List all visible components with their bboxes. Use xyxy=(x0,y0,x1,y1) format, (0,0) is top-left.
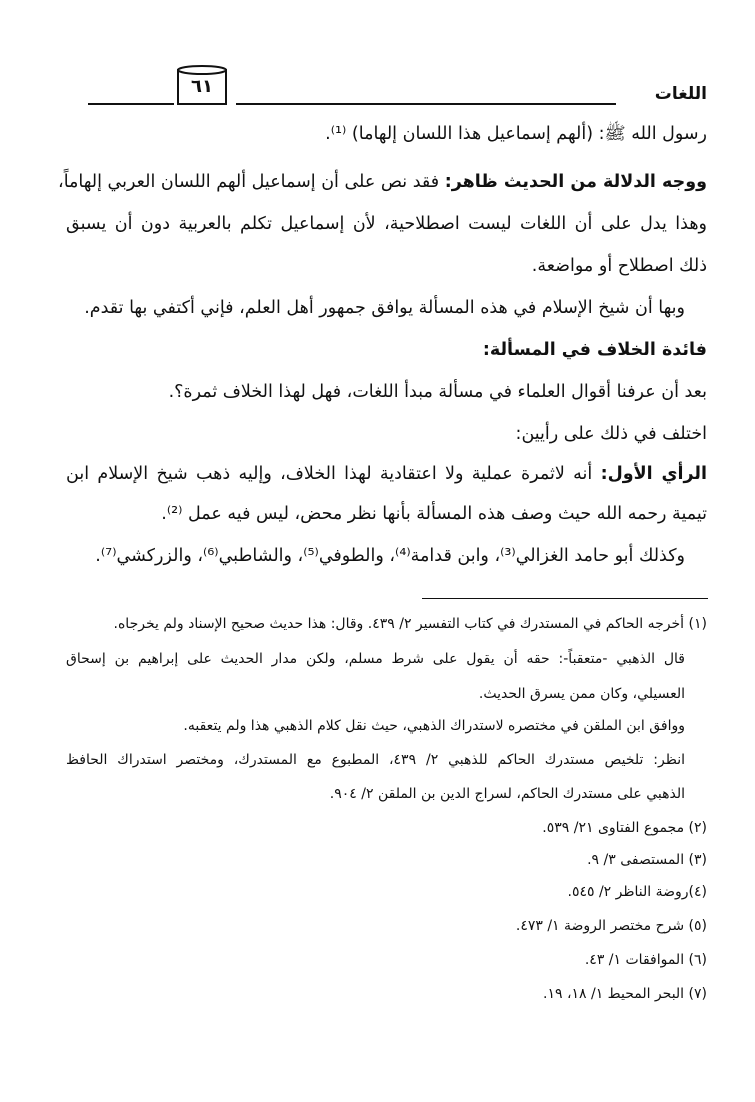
text-line-9-heading: الرأي الأول: xyxy=(600,464,707,484)
footnote-1-line-2: قال الذهبي -متعقباً-: حقه أن يقول على شرط مسلم، ولكن مدار الحديث على إبراهيم بن إسحاق xyxy=(66,651,685,667)
header-rule-right xyxy=(236,103,616,105)
page-number: ٦١ xyxy=(191,76,213,97)
footnote-6: (٦) الموافقات ١/ ٤٣. xyxy=(584,952,707,968)
page-number-frame xyxy=(174,64,230,108)
footnote-1-line-4: ووافق ابن الملقن في مختصره لاستدراك الذهبي، حيث نقل كلام الذهبي هذا ولم يتعقبه. xyxy=(183,718,685,734)
footnote-1: (١) أخرجه الحاكم في المستدرك في كتاب التفسير ٢/ ٤٣٩. وقال: هذا حديث صحيح الإسناد ولم يخرجاه. xyxy=(113,616,707,632)
text-line-1: رسول الله ﷺ: (ألهم إسماعيل هذا اللسان إلهاما) ⁽¹⁾. xyxy=(325,124,707,144)
text-line-2-rest: فقد نص على أن إسماعيل ألهم اللسان العربي إلهاماً، xyxy=(58,172,445,192)
text-line-10: تيمية رحمه الله حيث وصف هذه المسألة بأنها نظر محض، ليس فيه عمل ⁽²⁾. xyxy=(161,504,707,524)
footnote-3: (٣) المستصفى ٣/ ٩. xyxy=(587,852,707,868)
text-line-11: وكذلك أبو حامد الغزالي⁽³⁾، وابن قدامة⁽⁴⁾، والطوفي⁽⁵⁾، والشاطبي⁽⁶⁾، والزركشي⁽⁷⁾. xyxy=(95,546,685,566)
footnote-separator xyxy=(422,598,708,599)
text-line-2-heading: ووجه الدلالة من الحديث ظاهر: xyxy=(444,172,707,192)
footnote-1-line-5: انظر: تلخيص مستدرك الحاكم للذهبي ٢/ ٤٣٩، المطبوع مع المستدرك، ومختصر استدراك الحافظ xyxy=(66,752,686,768)
footnote-4: (٤)روضة الناظر ٢/ ٥٤٥. xyxy=(567,884,707,900)
footnote-7: (٧) البحر المحيط ١/ ١٨، ١٩. xyxy=(543,986,707,1002)
text-line-7: بعد أن عرفنا أقوال العلماء في مسألة مبدأ اللغات، فهل لهذا الخلاف ثمرة؟. xyxy=(168,382,707,402)
footnote-1-line-6: الذهبي على مستدرك الحاكم، لسراج الدين بن الملقن ٢/ ٩٠٤. xyxy=(329,786,685,802)
text-line-9-rest: أنه لاثمرة عملية ولا اعتقادية لهذا الخلاف، وإليه ذهب شيخ الإسلام ابن xyxy=(66,464,601,484)
text-line-5: وبها أن شيخ الإسلام في هذه المسألة يوافق جمهور أهل العلم، فإني أكتفي بها تقدم. xyxy=(84,298,685,318)
section-heading: فائدة الخلاف في المسألة: xyxy=(482,340,707,360)
footnote-1-line-3: العسيلي، وكان ممن يسرق الحديث. xyxy=(478,686,685,702)
text-line-2 xyxy=(58,172,707,193)
text-line-4: ذلك اصطلاح أو مواضعة. xyxy=(531,256,707,276)
text-line-9 xyxy=(66,464,707,485)
footnote-2: (٢) مجموع الفتاوى ٢١/ ٥٣٩. xyxy=(542,820,707,836)
header-rule-left xyxy=(88,103,174,105)
footnote-5: (٥) شرح مختصر الروضة ١/ ٤٧٣. xyxy=(515,918,707,934)
text-line-3: وهذا يدل على أن اللغات ليست اصطلاحية، لأن إسماعيل تكلم بالعربية دون أن يسبق xyxy=(66,214,707,234)
running-title: اللغات xyxy=(654,84,707,104)
text-line-8: اختلف في ذلك على رأيين: xyxy=(515,424,707,444)
